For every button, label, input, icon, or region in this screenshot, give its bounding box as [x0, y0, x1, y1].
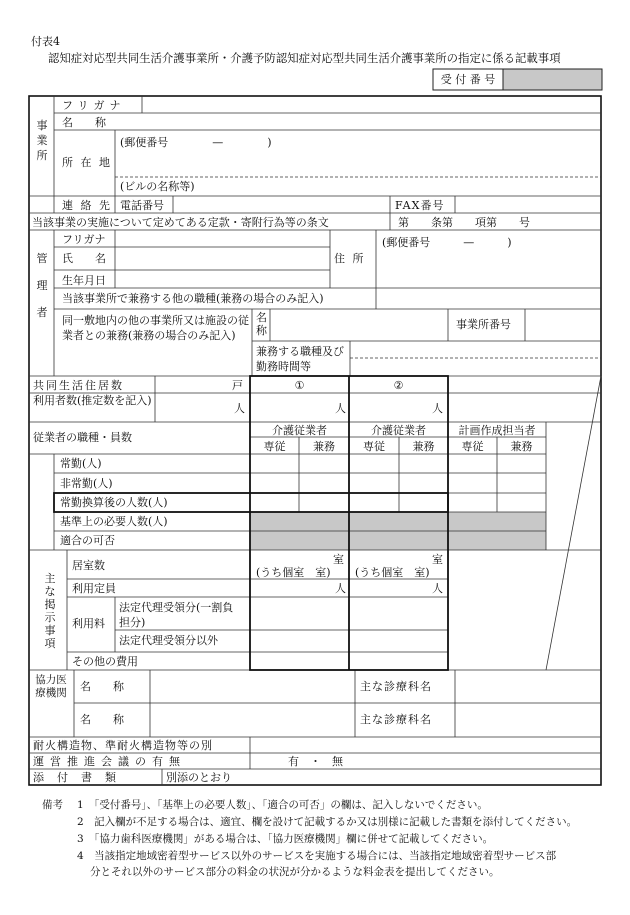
full-time-header: 専従	[263, 440, 286, 453]
private-room-col1: (うち個室 室)	[256, 566, 331, 579]
fee-statutory-label: 法定代理受領分(一割負担分)	[119, 601, 234, 629]
capacity-unit-col1: 人	[335, 582, 346, 595]
fee-non-statutory-label: 法定代理受領分以外	[119, 634, 218, 647]
staff-row-required: 基準上の必要人数(人)	[60, 515, 168, 528]
attachments-value: 別添のとおり	[166, 771, 232, 784]
office-fax-field[interactable]	[456, 197, 600, 212]
facility-name-field[interactable]	[271, 310, 447, 340]
medical-dept-label-2: 主な診療科名	[360, 713, 432, 726]
concurrent-header: 兼務	[313, 440, 335, 453]
concurrent-header: 兼務	[412, 440, 435, 453]
capacity-unit-col2: 人	[432, 582, 443, 595]
note-4: 4 当該指定地域密着型サービス以外のサービスを実施する場合には、当該指定地域密着型サービス部	[77, 850, 557, 862]
full-time-header: 専従	[461, 440, 484, 453]
attachments-label: 添 付 書 類	[33, 771, 117, 784]
notes-label: 備考	[42, 799, 63, 811]
office-address-label: 所 在 地	[62, 156, 112, 169]
residence-count-label: 共同生活住居数	[33, 379, 124, 392]
care-staff-col1-header: 介護従業者	[272, 424, 327, 437]
staff-label: 従業者の職種・員数	[33, 431, 132, 444]
form-title: 認知症対応型共同生活介護事業所・介護予防認知症対応型共同生活介護事業所の指定に係る記載事項	[48, 51, 561, 65]
office-fax-label: FAX番号	[395, 199, 445, 212]
meeting-label: 運営推進会議の有無	[33, 755, 186, 768]
room-unit-col1: 室	[333, 553, 344, 566]
staff-row-parttime: 非常勤(人)	[60, 477, 113, 490]
office-name-label: 名 称	[62, 116, 106, 129]
office-furigana-field[interactable]	[143, 97, 600, 112]
staff-row-fulltime: 常勤(人)	[60, 457, 102, 470]
note-3: 3 「協力歯科医療機関」がある場合は、「協力医療機関」欄に併せて記載してください。	[77, 833, 494, 845]
private-room-col2: (うち個室 室)	[355, 566, 430, 579]
manager-address-label: 住 所	[334, 252, 366, 265]
note-4-continued: 分とそれ以外のサービス部分の料金の状況が分かるような料金表を提出してください。	[90, 866, 500, 878]
planner-header: 計画作成担当者	[458, 424, 536, 437]
medical-name-field-1[interactable]	[151, 671, 354, 702]
medical-dept-field-1[interactable]	[456, 671, 600, 702]
users-unit-col2: 人	[432, 402, 443, 415]
office-furigana-label: フリガナ	[62, 99, 126, 112]
medical-name-field-2[interactable]	[151, 704, 354, 736]
medical-dept-field-2[interactable]	[456, 704, 600, 736]
staff-row-fte: 常勤換算後の人数(人)	[60, 496, 168, 509]
articles-number-field[interactable]: 第 条第 項第 号	[398, 216, 530, 229]
fee-label: 利用料	[72, 617, 105, 630]
concurrent-role-label: 兼務する職種及び勤務時間等	[256, 345, 344, 373]
manager-name-field[interactable]	[116, 248, 329, 269]
receipt-number-label: 受 付 番 号	[440, 73, 496, 86]
manager-section-label: 管理者	[36, 252, 48, 319]
office-phone-label: 電話番号	[120, 199, 164, 212]
required-staff-shade	[250, 512, 546, 531]
medical-name-label-1: 名 称	[80, 680, 124, 693]
concurrent-header: 兼務	[510, 440, 533, 453]
facility-number-label: 事業所番号	[456, 318, 511, 331]
residence-unit: 戸	[232, 379, 243, 392]
office-section-label: 事業所	[36, 119, 48, 162]
unit-col-1: ①	[294, 379, 305, 392]
office-name-field[interactable]	[143, 114, 600, 129]
manager-name-label: 氏 名	[62, 252, 106, 265]
users-count-label: 利用者数(推定数を記入)	[33, 394, 152, 407]
office-contact-label: 連 絡 先	[62, 199, 112, 212]
manager-other-role-field[interactable]	[377, 289, 600, 308]
medical-section-label: 協力医療機関	[35, 674, 67, 699]
articles-label: 当該事業の実施について定めてある定款・寄附行為等の条文	[32, 216, 329, 229]
office-postal-code[interactable]: (郵便番号 — )	[120, 136, 272, 149]
other-fee-label: その他の費用	[72, 655, 138, 668]
display-items-section-label: 主な掲示事項	[44, 572, 56, 650]
facility-number-field[interactable]	[526, 310, 600, 340]
meeting-value[interactable]: 有 ・ 無	[288, 755, 343, 768]
receipt-number-field[interactable]	[504, 70, 601, 89]
staff-row-conformity: 適合の可否	[60, 534, 115, 547]
manager-other-facility-label: 同一敷地内の他の事業所又は施設の従業者との兼務(兼務の場合のみ記入)	[62, 314, 249, 342]
fireproof-label: 耐火構造物、準耐火構造物等の別	[33, 739, 213, 752]
note-1: 1 「受付番号」、「基準上の必要人数」、「適合の可否」の欄は、記入しないでください。	[77, 799, 488, 811]
table-number: 付表4	[31, 35, 60, 48]
medical-dept-label-1: 主な診療科名	[360, 680, 432, 693]
room-count-label: 居室数	[72, 559, 105, 572]
note-2: 2 記入欄が不足する場合は、適宜、欄を設けて記載するか又は別様に記載した書類を添付してください。	[77, 816, 578, 828]
care-staff-col2-header: 介護従業者	[371, 424, 426, 437]
manager-other-role-label: 当該事業所で兼務する他の職種(兼務の場合のみ記入)	[62, 292, 324, 305]
unit-col-2: ②	[393, 379, 404, 392]
manager-birthdate-label: 生年月日	[62, 274, 106, 287]
facility-name-label: 名称	[256, 311, 267, 337]
office-phone-field[interactable]	[174, 197, 389, 212]
full-time-header: 専従	[363, 440, 385, 453]
conformity-shade	[250, 531, 546, 550]
office-building-name[interactable]: (ビルの名称等)	[120, 180, 195, 193]
users-unit-col1: 人	[335, 402, 346, 415]
fireproof-field[interactable]	[251, 738, 600, 752]
manager-furigana-label: フリガナ	[62, 233, 106, 246]
capacity-label: 利用定員	[72, 582, 116, 595]
room-unit-col2: 室	[432, 553, 443, 566]
users-unit: 人	[234, 402, 245, 415]
medical-name-label-2: 名 称	[80, 713, 124, 726]
manager-postal-code[interactable]: (郵便番号 — )	[382, 236, 512, 249]
manager-birthdate-field[interactable]	[116, 271, 329, 287]
